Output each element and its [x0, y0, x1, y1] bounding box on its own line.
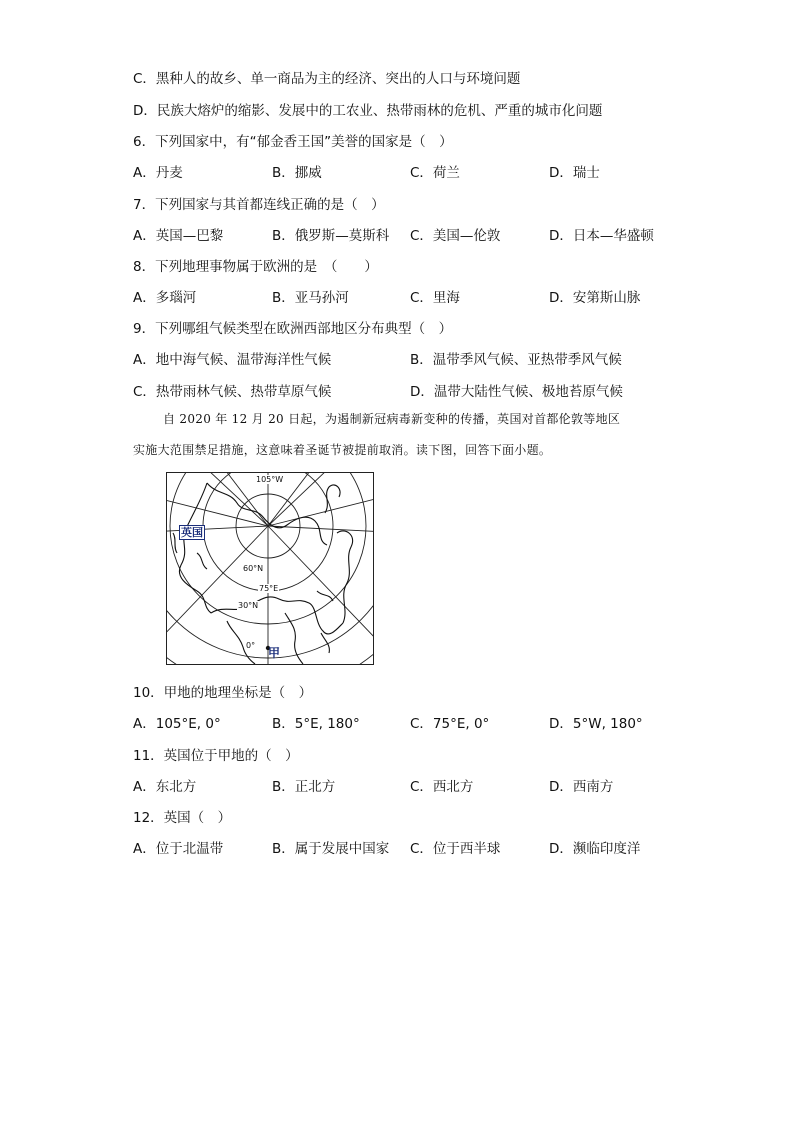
q12-option-b: B．属于发展中国家 — [272, 841, 390, 857]
q8-option-b: B．亚马孙河 — [272, 290, 349, 306]
q9-option-a: A．地中海气候、温带海洋性气候 — [133, 352, 332, 368]
q11-option-a: A．东北方 — [133, 779, 197, 795]
q12-option-a: A．位于北温带 — [133, 841, 224, 857]
label-105w: 105°W — [256, 475, 284, 484]
q7-option-d: D．日本—华盛顿 — [549, 228, 654, 244]
q8-stem: 8．下列地理事物属于欧洲的是 （ ） — [133, 259, 378, 275]
q6-option-d: D．瑞士 — [549, 165, 600, 181]
polar-projection-map — [166, 472, 374, 665]
q8-options — [133, 286, 673, 306]
q10-option-c: C．75°E, 0° — [410, 716, 490, 732]
label-uk: 英国 — [181, 526, 203, 539]
label-60n: 60°N — [243, 564, 264, 573]
q7-option-b: B．俄罗斯—莫斯科 — [272, 228, 390, 244]
q12-option-c: C．位于西半球 — [410, 841, 501, 857]
label-0-degree: 0° — [246, 641, 256, 650]
q12-options — [133, 837, 673, 857]
q12-stem: 12．英国（ ） — [133, 810, 232, 826]
q8-option-d: D．安第斯山脉 — [549, 290, 641, 306]
reading-passage — [133, 410, 673, 460]
q11-option-b: B．正北方 — [272, 779, 336, 795]
q6-stem: 6．下列国家中，有“郁金香王国”美誉的国家是（ ） — [133, 134, 453, 150]
q5-option-d: D．民族大熔炉的缩影、发展中的工农业、热带雨林的危机、严重的城市化问题 — [133, 103, 603, 119]
label-75e: 75°E — [259, 584, 279, 593]
passage-line-2: 实施大范围禁足措施，这意味着圣诞节被提前取消。读下图，回答下面小题。 — [133, 443, 552, 457]
q10-stem: 10．甲地的地理坐标是（ ） — [133, 685, 313, 701]
q10-option-a: A．105°E, 0° — [133, 716, 221, 732]
q7-options — [133, 224, 673, 244]
q6-option-a: A．丹麦 — [133, 165, 183, 181]
q11-option-d: D．西南方 — [549, 779, 614, 795]
q9-option-b: B．温带季风气候、亚热带季风气候 — [410, 352, 622, 368]
q12-option-d: D．濒临印度洋 — [549, 841, 641, 857]
passage-line-1: 自 2020 年 12 月 20 日起，为遏制新冠病毒新变种的传播，英国对首都伦敦等地区 — [163, 412, 621, 426]
label-30n: 30°N — [238, 601, 259, 610]
q6-option-c: C．荷兰 — [410, 165, 460, 181]
map-graticule — [167, 473, 373, 664]
q6-options — [133, 161, 673, 181]
label-jia: 甲 — [268, 646, 281, 660]
q9-stem: 9．下列哪组气候类型在欧洲西部地区分布典型（ ） — [133, 321, 453, 337]
q9-options-row1 — [133, 348, 673, 368]
q5-option-c: C．黑种人的故乡、单一商品为主的经济、突出的人口与环境问题 — [133, 71, 521, 87]
q8-option-a: A．多瑙河 — [133, 290, 197, 306]
q9-options-row2 — [133, 380, 673, 400]
q7-option-a: A．英国—巴黎 — [133, 228, 224, 244]
q11-options — [133, 775, 673, 795]
q7-option-c: C．美国—伦敦 — [410, 228, 501, 244]
q11-option-c: C．西北方 — [410, 779, 474, 795]
q9-option-d: D．温带大陆性气候、极地苔原气候 — [410, 384, 623, 400]
q10-option-d: D．5°W, 180° — [549, 716, 643, 732]
q10-option-b: B．5°E, 180° — [272, 716, 360, 732]
q8-option-c: C．里海 — [410, 290, 460, 306]
q9-option-c: C．热带雨林气候、热带草原气候 — [133, 384, 332, 400]
q7-stem: 7．下列国家与其首都连线正确的是（ ） — [133, 197, 385, 213]
q10-options — [133, 712, 673, 732]
q6-option-b: B．挪威 — [272, 165, 322, 181]
q11-stem: 11．英国位于甲地的（ ） — [133, 748, 299, 764]
